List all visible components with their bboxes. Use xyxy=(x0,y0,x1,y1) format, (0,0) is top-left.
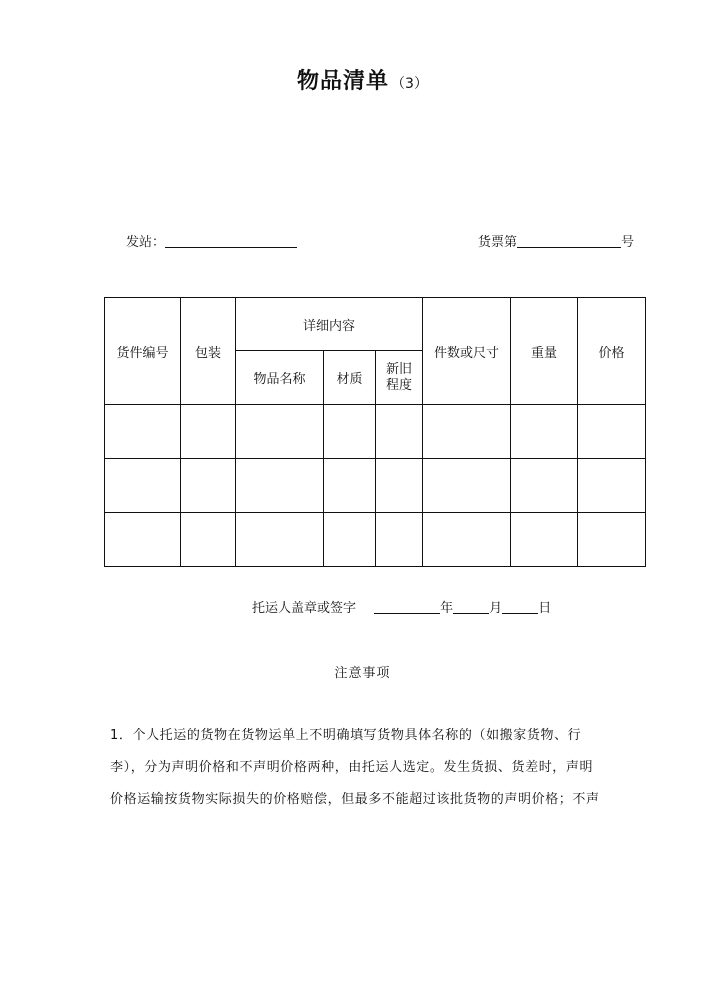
day-blank[interactable] xyxy=(502,599,538,614)
table-cell[interactable] xyxy=(578,405,646,459)
items-table xyxy=(104,297,646,567)
table-cell[interactable] xyxy=(376,459,423,513)
year-blank[interactable] xyxy=(374,599,440,614)
table-cell[interactable] xyxy=(578,513,646,567)
departure-station-blank[interactable] xyxy=(165,233,297,248)
table-cell[interactable] xyxy=(324,405,376,459)
header-weight: 重量 xyxy=(511,298,578,405)
table-cell[interactable] xyxy=(236,513,324,567)
notes-paragraph xyxy=(110,720,640,816)
notes-line: 1．个人托运的货物在货物运单上不明确填写货物具体名称的（如搬家货物、行 xyxy=(110,728,582,743)
day-label: 日 xyxy=(538,601,552,616)
table-cell[interactable] xyxy=(423,459,511,513)
header-material: 材质 xyxy=(324,351,376,405)
table-cell[interactable] xyxy=(181,459,236,513)
table-cell[interactable] xyxy=(105,405,181,459)
waybill-prefix: 货票第 xyxy=(478,235,518,250)
table-cell[interactable] xyxy=(324,513,376,567)
table-row xyxy=(105,405,646,459)
table-cell[interactable] xyxy=(324,459,376,513)
table-cell[interactable] xyxy=(578,459,646,513)
header-count-size: 件数或尺寸 xyxy=(423,298,511,405)
table-cell[interactable] xyxy=(423,513,511,567)
waybill-number-field xyxy=(478,231,634,250)
notes-line: 价格运输按货物实际损失的价格赔偿，但最多不能超过该批货物的声明价格；不声 xyxy=(110,792,600,807)
table-cell[interactable] xyxy=(511,459,578,513)
table-cell[interactable] xyxy=(376,513,423,567)
page-title xyxy=(0,64,725,95)
header-price: 价格 xyxy=(578,298,646,405)
table-cell[interactable] xyxy=(236,459,324,513)
header-condition xyxy=(376,351,423,405)
month-label: 月 xyxy=(489,601,503,616)
year-label: 年 xyxy=(440,601,454,616)
table-cell[interactable] xyxy=(181,513,236,567)
table-row xyxy=(105,459,646,513)
departure-station-label: 发站： xyxy=(126,235,166,250)
header-details: 详细内容 xyxy=(236,298,423,351)
table-cell[interactable] xyxy=(511,405,578,459)
notes-title: 注意事项 xyxy=(334,666,391,681)
title-main: 物品清单 xyxy=(297,69,390,94)
header-item-no: 货件编号 xyxy=(105,298,181,405)
title-number: （3） xyxy=(391,76,428,92)
signature-label: 托运人盖章或签字 xyxy=(252,601,357,616)
header-condition-line2: 程度 xyxy=(385,377,412,393)
shipper-signature-line xyxy=(252,597,551,616)
header-row-top xyxy=(105,298,646,351)
table-cell[interactable] xyxy=(105,459,181,513)
table-cell[interactable] xyxy=(423,405,511,459)
waybill-number-blank[interactable] xyxy=(517,233,621,248)
table-row xyxy=(105,513,646,567)
table-cell[interactable] xyxy=(376,405,423,459)
table-cell[interactable] xyxy=(236,405,324,459)
notes-line: 李），分为声明价格和不声明价格两种，由托运人选定。发生货损、货差时，声明 xyxy=(110,760,594,775)
table-cell[interactable] xyxy=(181,405,236,459)
month-blank[interactable] xyxy=(453,599,489,614)
table-cell[interactable] xyxy=(511,513,578,567)
waybill-suffix: 号 xyxy=(621,235,635,250)
header-name: 物品名称 xyxy=(236,351,324,405)
departure-station-field xyxy=(126,231,297,250)
table-cell[interactable] xyxy=(105,513,181,567)
header-packing: 包装 xyxy=(181,298,236,405)
header-condition-line1: 新旧 xyxy=(385,361,412,377)
